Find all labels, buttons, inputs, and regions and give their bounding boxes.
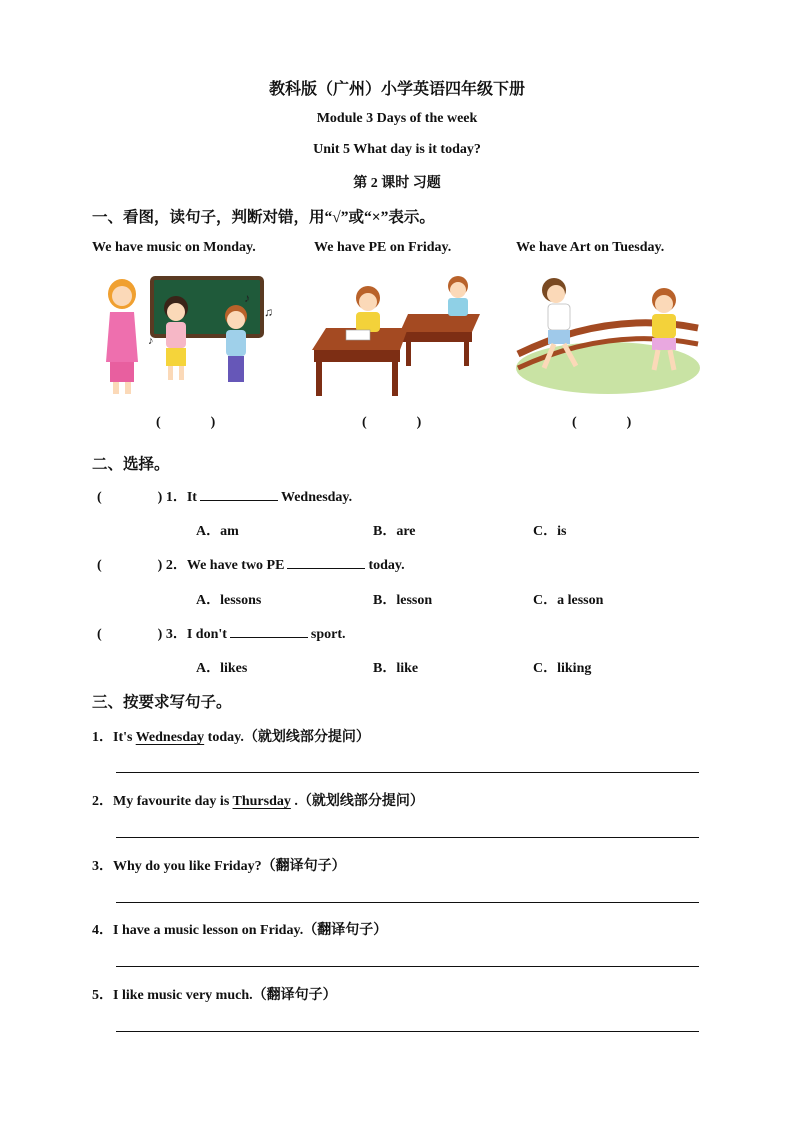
section3-heading: 三、按要求写句子。 — [92, 694, 232, 711]
answer-line[interactable] — [116, 772, 699, 773]
running-illustration — [514, 272, 702, 402]
option-c[interactable]: C．is — [533, 524, 567, 539]
fill-blank[interactable] — [200, 486, 278, 501]
svg-text:♪: ♪ — [244, 291, 250, 305]
paren-open: ( — [97, 490, 102, 505]
paren-open: ( — [156, 415, 161, 430]
sentence-1: We have music on Monday. — [92, 240, 256, 255]
paren-open: ( — [362, 415, 367, 430]
answer-line[interactable] — [116, 837, 699, 838]
question-text: Wednesday. — [280, 490, 353, 505]
lesson-title: 第 2 课时 习题 — [353, 176, 441, 191]
desk-class-illustration — [302, 272, 488, 402]
page-title: 教科版（广州）小学英语四年级下册 — [268, 81, 525, 98]
question-row — [97, 623, 346, 643]
answer-paren-2[interactable] — [362, 415, 421, 431]
paren-open: ( — [97, 627, 102, 642]
module-title: Module 3 Days of the week — [316, 111, 478, 126]
answer-line[interactable] — [116, 966, 699, 967]
question-row — [97, 486, 352, 506]
answer-line[interactable] — [116, 1031, 699, 1032]
option-a[interactable]: A．lessons — [196, 593, 262, 608]
answer-paren-1[interactable] — [156, 415, 215, 431]
rewrite-item — [92, 919, 387, 939]
paren-close: ) — [626, 415, 632, 430]
rewrite-item — [92, 984, 337, 1004]
music-class-illustration — [96, 272, 286, 402]
rewrite-item — [92, 726, 370, 746]
paren-open: ( — [572, 415, 577, 430]
fill-blank[interactable] — [230, 623, 308, 638]
option-a[interactable]: A．am — [196, 524, 239, 539]
item-number: 5． — [92, 988, 113, 1003]
item-text: Why do you like Friday?（翻译句子） — [113, 859, 346, 874]
question-row — [97, 554, 405, 574]
question-text: 1．It — [165, 490, 197, 505]
item-text: My favourite day is — [113, 794, 233, 809]
option-b[interactable]: B．like — [373, 661, 419, 676]
option-b[interactable]: B．lesson — [373, 593, 433, 608]
rewrite-item — [92, 790, 424, 810]
item-number: 4． — [92, 923, 113, 938]
option-a[interactable]: A．likes — [196, 661, 248, 676]
underlined-word: Wednesday — [135, 730, 205, 745]
item-number: 3． — [92, 859, 113, 874]
question-text: sport. — [310, 627, 346, 642]
paren-close: ) — [157, 558, 163, 573]
svg-text:♫: ♫ — [264, 305, 273, 319]
section2-heading: 二、选择。 — [92, 456, 170, 473]
paren-open: ( — [97, 558, 102, 573]
paren-close: ) — [416, 415, 422, 430]
question-text: 2．We have two PE — [165, 558, 285, 573]
item-instruction: .（就划线部分提问） — [290, 794, 424, 809]
underlined-word: Thursday — [232, 794, 291, 809]
item-text: I have a music lesson on Friday.（翻译句子） — [113, 923, 388, 938]
answer-line[interactable] — [116, 902, 699, 903]
fill-blank[interactable] — [287, 554, 365, 569]
item-number: 1． — [92, 730, 113, 745]
sentence-2: We have PE on Friday. — [314, 240, 452, 255]
answer-paren-3[interactable] — [572, 415, 631, 431]
paren-close: ) — [157, 627, 163, 642]
question-text: today. — [368, 558, 405, 573]
item-text: It's — [113, 730, 136, 745]
unit-title: Unit 5 What day is it today? — [313, 142, 481, 157]
option-c[interactable]: C．a lesson — [533, 593, 604, 608]
question-text: 3．I don't — [165, 627, 227, 642]
paren-close: ) — [210, 415, 216, 430]
option-c[interactable]: C．liking — [533, 661, 592, 676]
svg-text:♪: ♪ — [148, 335, 154, 347]
item-number: 2． — [92, 794, 113, 809]
section1-heading: 一、看图，读句子，判断对错，用“√”或“×”表示。 — [92, 209, 435, 226]
item-instruction: today.（就划线部分提问） — [204, 730, 370, 745]
option-b[interactable]: B．are — [373, 524, 416, 539]
rewrite-item — [92, 855, 346, 875]
sentence-3: We have Art on Tuesday. — [516, 240, 665, 255]
paren-close: ) — [157, 490, 163, 505]
item-text: I like music very much.（翻译句子） — [113, 988, 337, 1003]
